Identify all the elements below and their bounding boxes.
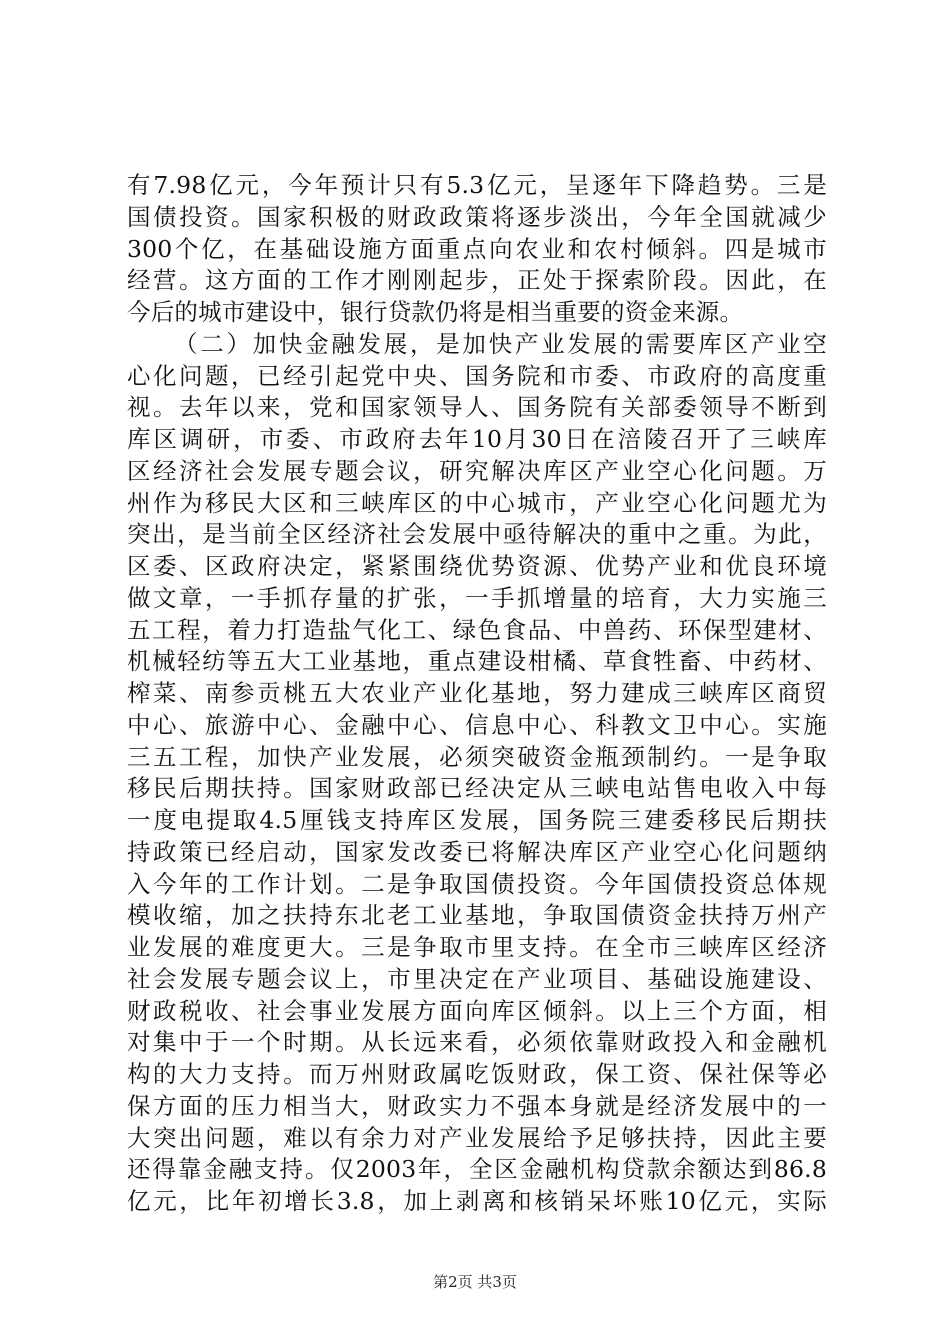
text-line: 今后的城市建设中，银行贷款仍将是相当重要的资金来源。 bbox=[127, 298, 744, 326]
text-line: 有7.98亿元，今年预计只有5.3亿元，呈逐年下降趋势。三是 bbox=[127, 171, 827, 199]
text-line: 机械轻纺等五大工业基地，重点建设柑橘、草食牲畜、中药材、 bbox=[127, 647, 827, 676]
text-line: 做文章，一手抓存量的扩张，一手抓增量的培育，大力实施三 bbox=[127, 583, 827, 612]
text-line: 一度电提取4.5厘钱支持库区发展，国务院三建委移民后期扶 bbox=[127, 806, 827, 834]
text-line: 财政税收、社会事业发展方面向库区倾斜。以上三个方面，相 bbox=[127, 996, 827, 1025]
text-line: 对集中于一个时期。从长远来看，必须依靠财政投入和金融机 bbox=[127, 1028, 827, 1057]
text-line: 构的大力支持。而万州财政属吃饭财政，保工资、保社保等必 bbox=[127, 1060, 827, 1088]
text-line: 区委、区政府决定，紧紧围绕优势资源、优势产业和优良环境 bbox=[127, 552, 827, 580]
text-line: 经营。这方面的工作才刚刚起步，正处于探索阶段。因此，在 bbox=[127, 266, 827, 295]
text-line: 入今年的工作计划。二是争取国债投资。今年国债投资总体规 bbox=[127, 869, 827, 898]
page-number-footer: 第2页 共3页 bbox=[433, 1273, 517, 1291]
text-line: 中心、旅游中心、金融中心、信息中心、科教文卫中心。实施 bbox=[127, 710, 827, 739]
text-line: 移民后期扶持。国家财政部已经决定从三峡电站售电收入中每 bbox=[127, 774, 827, 803]
text-line: 库区调研，市委、市政府去年10月30日在涪陵召开了三峡库 bbox=[127, 425, 827, 453]
text-line: 300个亿，在基础设施方面重点向农业和农村倾斜。四是城市 bbox=[127, 234, 827, 263]
text-line: 榨菜、南参贡桃五大农业产业化基地，努力建成三峡库区商贸 bbox=[127, 679, 827, 707]
text-line: 亿元，比年初增长3.8，加上剥离和核销呆坏账10亿元，实际 bbox=[127, 1187, 827, 1215]
text-line: 还得靠金融支持。仅2003年，全区金融机构贷款余额达到86.8 bbox=[127, 1155, 827, 1184]
text-line: 州作为移民大区和三峡库区的中心城市，产业空心化问题尤为 bbox=[127, 488, 827, 517]
text-line: 国债投资。国家积极的财政政策将逐步淡出，今年全国就减少 bbox=[127, 202, 827, 231]
text-line: 业发展的难度更大。三是争取市里支持。在全市三峡库区经济 bbox=[127, 933, 827, 961]
body-text bbox=[127, 170, 827, 1218]
text-line: 保方面的压力相当大，财政实力不强本身就是经济发展中的一 bbox=[127, 1091, 827, 1120]
text-line: 视。去年以来，党和国家领导人、国务院有关部委领导不断到 bbox=[127, 393, 827, 422]
text-line: 社会发展专题会议上，市里决定在产业项目、基础设施建设、 bbox=[127, 964, 827, 993]
text-line: 五工程，着力打造盐气化工、绿色食品、中兽药、环保型建材、 bbox=[127, 615, 827, 644]
text-line: 模收缩，加之扶持东北老工业基地，争取国债资金扶持万州产 bbox=[127, 901, 827, 930]
text-line: 大突出问题，难以有余力对产业发展给予足够扶持，因此主要 bbox=[127, 1123, 827, 1152]
text-line: 心化问题，已经引起党中央、国务院和市委、市政府的高度重 bbox=[127, 361, 827, 390]
text-line: （二）加快金融发展，是加快产业发展的需要库区产业空 bbox=[174, 329, 827, 358]
text-line: 突出，是当前全区经济社会发展中亟待解决的重中之重。为此， bbox=[127, 520, 827, 549]
text-line: 三五工程，加快产业发展，必须突破资金瓶颈制约。一是争取 bbox=[127, 742, 827, 771]
text-line: 区经济社会发展专题会议，研究解决库区产业空心化问题。万 bbox=[127, 456, 827, 485]
text-line: 持政策已经启动，国家发改委已将解决库区产业空心化问题纳 bbox=[127, 837, 827, 866]
